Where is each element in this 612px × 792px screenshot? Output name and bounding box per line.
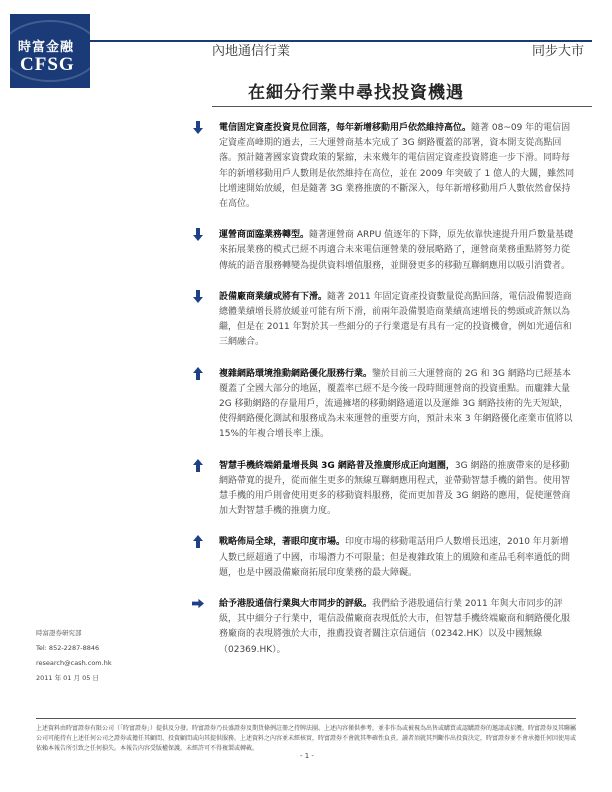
key-point-heading: 複雜網路環境推動網路優化服務行業。 xyxy=(219,368,373,379)
arrow-down-icon xyxy=(192,228,204,241)
key-point-body: 隨著 08~09 年的電信固定資產高峰期的過去，三大運營商基本完成了 3G 網路覆蓋的部署，資本開支從高點回落。預計隨著國家資費政策的緊縮，未來幾年的電信固定資產投資將進一步下滑。同時每年的新增移動用戶人數則是依然維持在高位，並在 2009 年突破了 1 億人的大關，雖然同比增速開始放緩，但是隨著 3G 業務推廣的不斷深入，每年新增移動用戶人數依然會保持在高位。 xyxy=(219,123,575,210)
arrow-up-icon xyxy=(192,535,204,548)
key-point xyxy=(192,228,576,274)
key-point-body: 鑒於目前三大運營商的 2G 和 3G 網路均已經基本覆蓋了全國大部分的地區，覆蓋率已經不是今後一段時間運營商的投資重點。而龐雜大量 2G 移動網路的存量用戶，流通擁堵的移動網路通道以及運維 3G 網路技術的先天短缺，使得網路優化測試和服務成為未來運營的重要方向，預計未來 3 年網路優化產業市值將以 15%的年複合增長率上漲。 xyxy=(219,368,573,440)
report-rating: 同步大市 xyxy=(531,44,584,59)
key-point-heading: 電信固定資產投資見位回落，每年新增移動用戶依然維持高位。 xyxy=(219,123,472,133)
key-points-list xyxy=(192,121,576,674)
logo-top-text: 時富金融 xyxy=(18,40,75,55)
key-point xyxy=(192,290,576,351)
disclaimer: 上述資料由時富證券有限公司（「時富證券」）提供及分發。時富證券乃長盛證券及期貨條例註冊之持牌法團。上述內容僅供參考，並非作為或被視為出售或購買或認購證券的邀請或招攬。時富證券及其聯屬公司可能持有上述任何公司之證券或擔任其顧問、投資顧問或向其提供服務。上述資料之內容並未經核實，時富證券不會就其準確性負責。讀者須就其判斷作出投資決定，時富證券並不會承擔任何因使用或依賴本報告所引致之任何損失。本報告內容受版權保護，未經許可不得複製或轉載。 xyxy=(36,725,577,752)
key-point-heading: 設備廠商業績或將有下滑。 xyxy=(219,291,328,302)
arrow-down-icon xyxy=(192,290,204,303)
key-point xyxy=(192,597,576,658)
arrow-right-icon xyxy=(192,597,204,610)
logo-bottom-text: CFSG xyxy=(20,54,75,75)
arrow-down-icon xyxy=(192,121,204,134)
key-point-heading: 智慧手機終端銷量增長與 3G 網路普及推廣形成正向迴圈， xyxy=(219,460,455,471)
arrow-up-icon xyxy=(192,367,204,380)
key-point-body: 我們給予港股通信行業 2011 年與大市同步的評級，其中細分子行業中，電信設備廠商表現低於大市，但智慧手機終端廠商和網路優化服務廠商的表現將強於大市，推薦投資者關注京信通信（02342.HK）以及中國無線（02369.HK）。 xyxy=(219,599,571,655)
report-date: 2011 年 01 月 05 日 xyxy=(36,674,99,682)
key-point-body: 3G 網路的推廣帶來的是移動網路帶寬的提升，從而催生更多的無線互聯網應用程式，並帶動智慧手機的銷售。使用智慧手機的用戶則會使用更多的移動資料服務，從而更加普及 3G 網路的應用，促使運營商加大對智慧手機的推廣力度。 xyxy=(219,460,571,517)
key-point-heading: 戰略佈局全球，著眼印度市場。 xyxy=(219,537,346,548)
page-title: 在細分行業中尋找投資機遇 xyxy=(248,83,464,103)
arrow-up-icon xyxy=(192,459,204,472)
title-rule xyxy=(212,106,592,107)
key-point-body: 印度市場的移動電話用戶人數增長迅速，2010 年月新增人數已經超過了中國，市場潛力不可限量；但是複雜政策上的風險和產品毛利率過低的問題，也是中國設備廠商拓展印度業務的最大障礙。 xyxy=(219,537,571,578)
key-point-heading: 給予港股通信行業與大市同步的評級。 xyxy=(219,599,373,610)
key-point-body: 隨著運營商 ARPU 值逐年的下降，原先依靠快速提升用戶數量基礎來拓展業務的模式已經不再適合未來電信運營業的發展略路了，運營商業務重點將努力從傳統的語音服務轉變為提供資料增值服務，並開發更多的移動互聯網應用以吸引消費者。 xyxy=(219,230,574,271)
contact-tel: Tel: 852-2287-8846 xyxy=(36,644,100,652)
research-dept: 時富證券研究部 xyxy=(36,629,82,637)
key-point xyxy=(192,367,576,443)
key-point xyxy=(192,535,576,581)
analyst-contact xyxy=(36,626,112,686)
report-section: 內地通信行業 xyxy=(212,44,291,59)
key-point-body: 隨著 2011 年固定資產投資數量從高點回落，電信設備製造商總體業績增長將放緩並可能有所下滑，前兩年設備製造商業績高速增長的勢頭或許無以為繼，但是在 2011 年對於其一些細分的子行業還是有具有一定的投資機會，例如光通信和三網融合。 xyxy=(219,291,572,348)
key-point-heading: 運營商面臨業務轉型。 xyxy=(219,230,310,241)
footer-rule xyxy=(36,718,576,719)
key-point xyxy=(192,459,576,520)
key-point xyxy=(192,121,576,212)
company-logo xyxy=(10,14,90,88)
contact-email[interactable]: research@cash.com.hk xyxy=(36,659,112,667)
header-rule xyxy=(90,40,592,42)
page-number: - 1 - xyxy=(300,752,314,760)
